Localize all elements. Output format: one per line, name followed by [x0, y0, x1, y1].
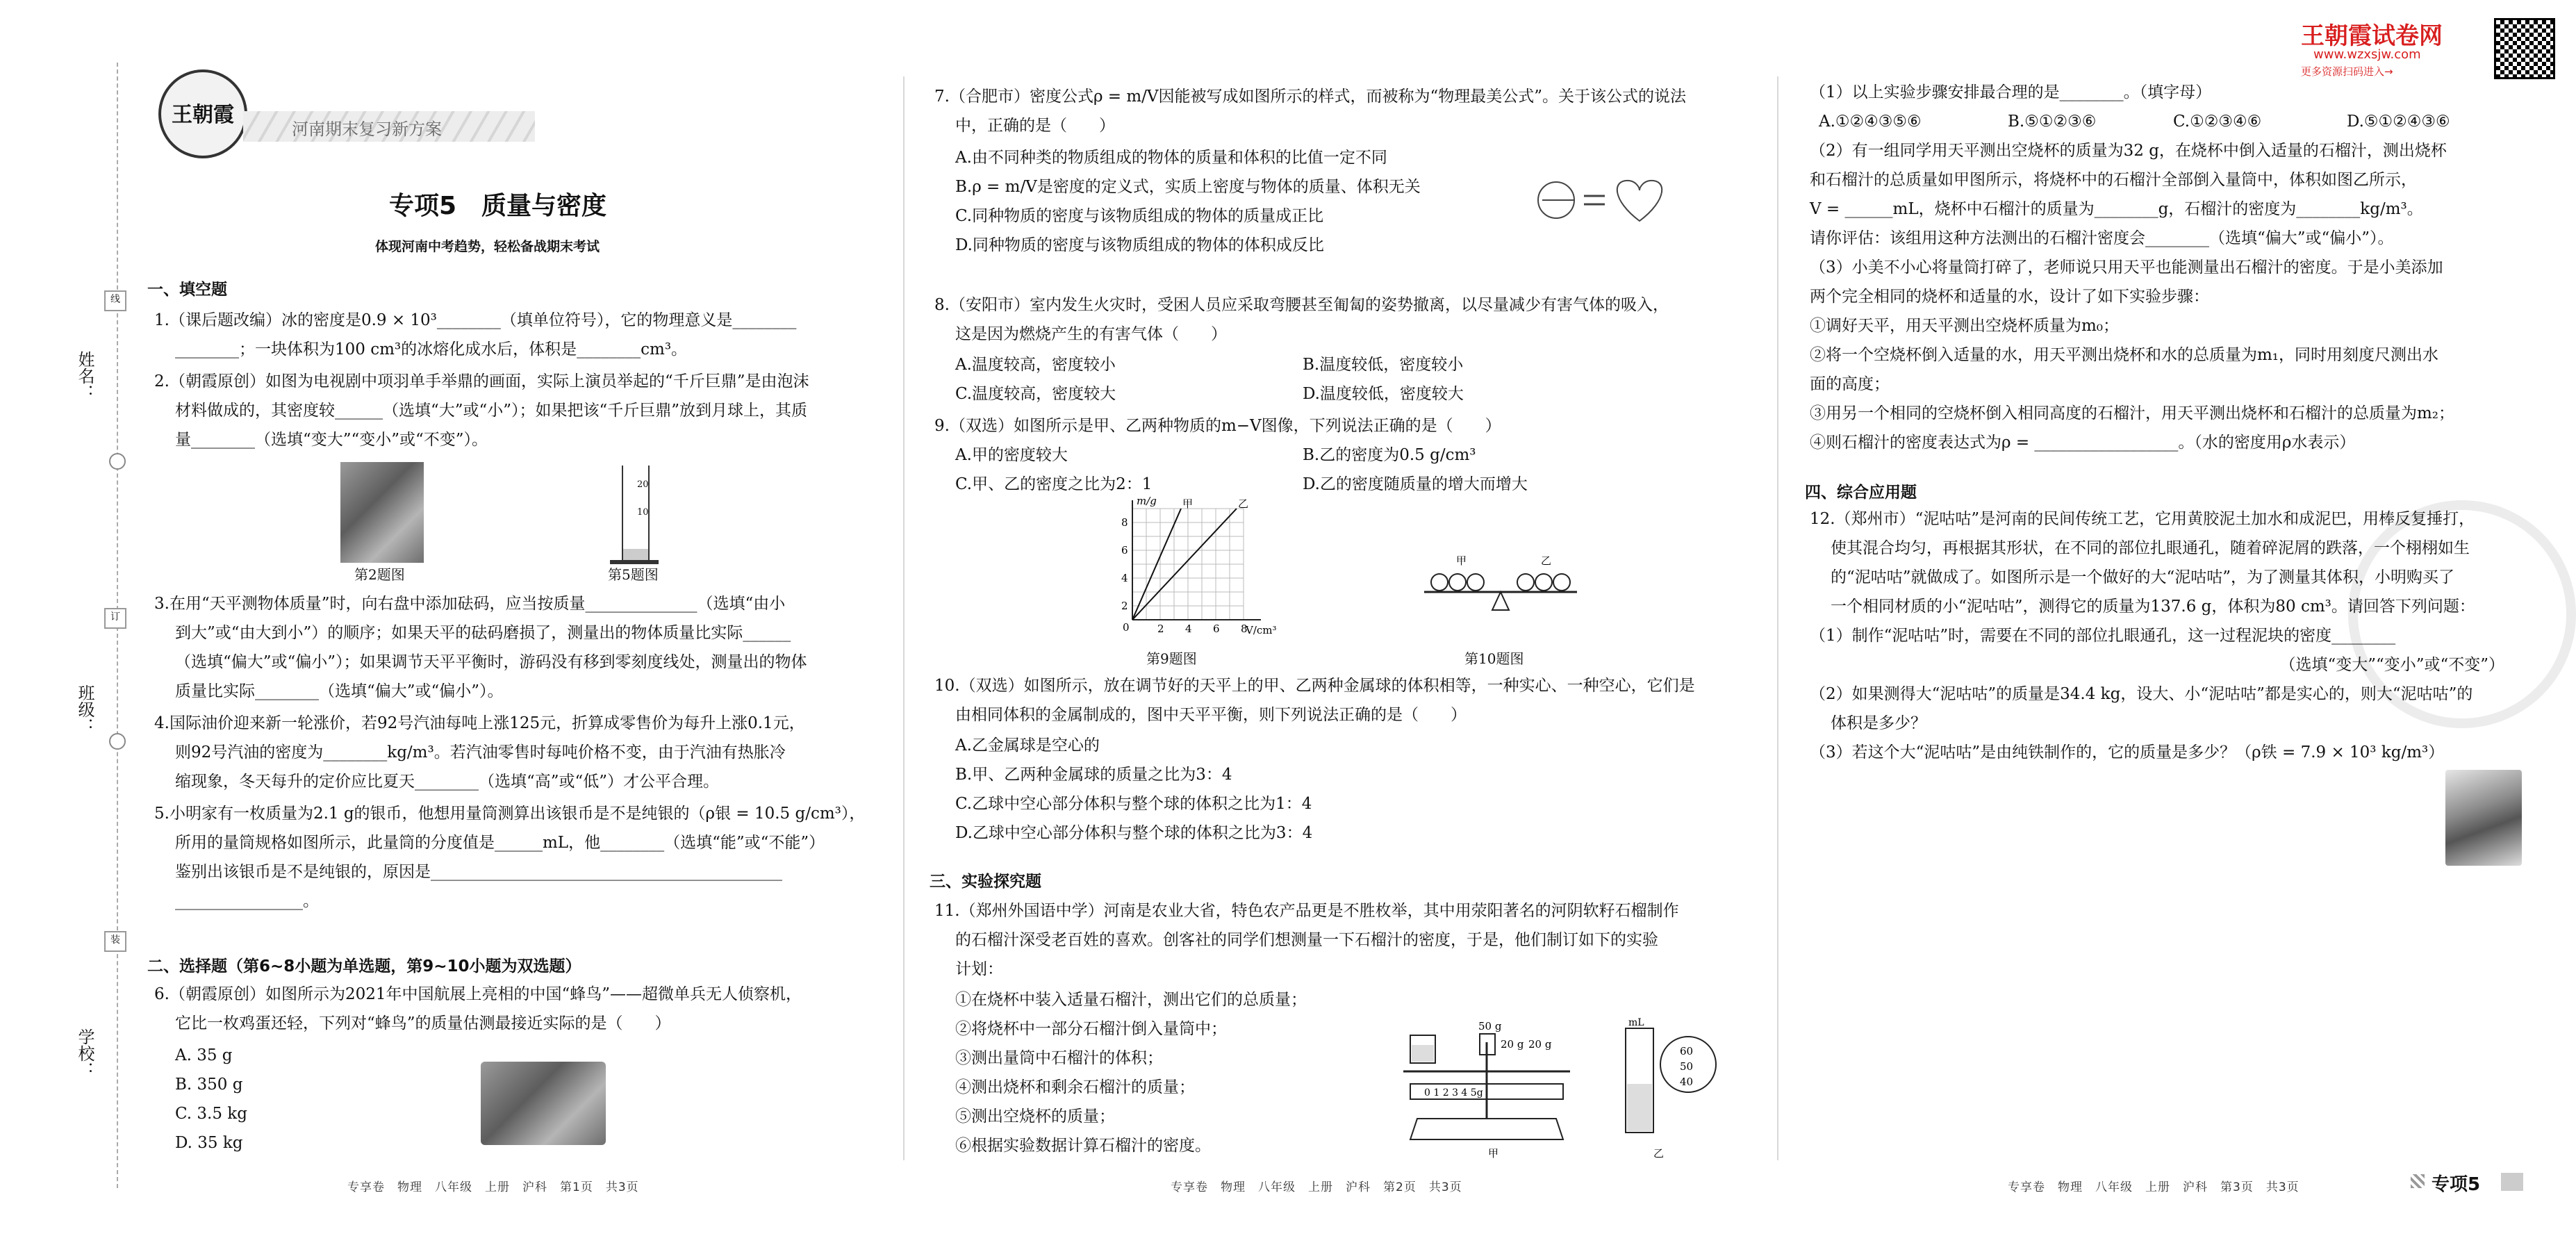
cylinder-unit: mL [1628, 1017, 1644, 1028]
page-footer: 专享卷 物理 八年级 上册 沪科 第3页 共3页 [2008, 1180, 2300, 1194]
binding-hole [109, 453, 126, 470]
step-1-options: A.①②④③⑤⑥ B.⑤①②③⑥ C.①②③④⑥ D.⑤①②④③⑥ [1819, 113, 2450, 131]
figure-5-caption: 第5题图 [608, 566, 659, 583]
site-title: 王朝霞试卷网 [2301, 22, 2443, 50]
question-6-options: A. 35 g B. 350 g C. 3.5 kg D. 35 kg [175, 1046, 247, 1152]
figure-6-photo [481, 1062, 606, 1145]
figure-10-caption: 第10题图 [1464, 650, 1524, 667]
y-tick: 2 [1121, 600, 1128, 612]
question-9: 9.（双选）如图所示是甲、乙两种物质的m−V图像，下列说法正确的是（ ） [934, 417, 1501, 435]
page-divider [1777, 76, 1778, 1160]
binding-mark: 订 [104, 608, 126, 629]
balance-label-a: 甲 [1456, 554, 1467, 567]
question-5: 5.小明家有一枚质量为2.1 g的银币，他想用量筒测算出该银币是不是纯银的（ρ银 = 10.5 g/cm³）， 所用的量筒规格如图所示，此量筒的分度值是______mL，他________（选填“能”或“不能”） 鉴别出该银币是不是纯银的，原因是____________________________________________ ________________。 [154, 805, 866, 910]
banner: 河南期末复习新方案 [243, 111, 535, 142]
figure-9-graph [1105, 495, 1285, 648]
section-heading: 一、填空题 [147, 281, 227, 299]
fig11-label-a: 甲 [1488, 1147, 1499, 1160]
qr-code[interactable] [2494, 18, 2555, 79]
tag-bar [2501, 1173, 2523, 1191]
binding-hole [109, 733, 126, 750]
graph-ylabel: m/g [1137, 495, 1157, 507]
figure-11-apparatus [1396, 1014, 1744, 1160]
page-tag: 专项5 [2431, 1174, 2481, 1195]
cyl-tick: 50 [1680, 1060, 1694, 1073]
weight-50: 50 g [1478, 1020, 1502, 1032]
section-heading: 三、实验探究题 [930, 873, 1041, 891]
class-label: 班级： [75, 684, 94, 734]
cyl-tick: 60 [1680, 1045, 1694, 1057]
question-12: 12.（郑州市）“泥咕咕”是河南的民间传统工艺，它用黄胶泥土加水和成泥巴，用棒反复捶打， 使其混合均匀，再根据其形状，在不同的部位扎眼通孔，随着碎泥屑的跌落，一个栩栩如生 的“泥咕咕”就做成了。如图所示是一个做好的大“泥咕咕”，为了测量其体积，小明购买了 一个相同材质的小“泥咕咕”，测得它的质量为137.6 g，体积为80 cm³。请回答下列问题： （1）制作“泥咕咕”时，需要在不同的部位扎眼通孔，这一过程泥块的密度________ （选填“变大”“变小”或“不变”） （2）如果测得大“泥咕咕”的质量是34.4 kg，设大、小“泥咕咕”都是实心的，则大“泥咕咕”的 体积是多少？ （3）若这个大“泥咕咕”是由纯铁制作的，它的质量是多少？（ρ铁 = 7.9 × 10³ kg/m³） [1810, 510, 2504, 762]
question-3: 3.在用“天平测物体质量”时，向右盘中添加砝码，应当按质量______________（选填“由小 到大”或“由大到小”）的顺序；如果天平的砝码磨损了，测量出的物体质量比实际______ （选填“偏大”或“偏小”）；如果调节天平平衡时，游码没有移到零刻度线处，测量出的物体 质量比实际________（选填“偏大”或“偏小”）。 [154, 595, 807, 700]
weight-20b: 20 g [1528, 1038, 1552, 1051]
nigugu-photo [2445, 770, 2522, 866]
x-tick: 2 [1157, 623, 1164, 635]
figure-9-caption: 第9题图 [1146, 650, 1197, 667]
binding-mark: 线 [104, 290, 126, 311]
page-footer: 专享卷 物理 八年级 上册 沪科 第1页 共3页 [347, 1180, 639, 1194]
name-label: 姓名： [75, 351, 94, 401]
question-6: 6.（朝霞原创）如图所示为2021年中国航展上亮相的中国“蜂鸟”——超微单兵无人侦察机， 它比一枚鸡蛋还轻，下列对“蜂鸟”的质量估测最接近实际的是（ ） [154, 985, 802, 1032]
cyl-tick: 40 [1680, 1076, 1694, 1088]
question-4: 4.国际油价迎来新一轮涨价，若92号汽油每吨上涨125元，折算成零售价为每升上涨0.1元， 则92号汽油的密度为________kg/m³。若汽油零售时每吨价格不变，由于汽油有热胀冷 缩现象，冬天每升的定价应比夏天________（选填“高”或“低”）才公平合理。 [154, 714, 805, 791]
question-11: 11.（郑州外国语中学）河南是农业大省，特色农产品更是不胜枚举，其中用荥阳著名的河阴软籽石榴制作 的石榴汁深受老百姓的喜欢。创客社的同学们想测量一下石榴汁的密度，于是，他们制订如下的实验 计划： [934, 902, 1679, 978]
origin-tick: 0 [1123, 621, 1130, 634]
page-footer: 专享卷 物理 八年级 上册 沪科 第2页 共3页 [1171, 1180, 1462, 1194]
school-label: 学校： [75, 1028, 94, 1078]
graph-label-b: 乙 [1238, 497, 1249, 510]
page-title: 专项5 质量与密度 [389, 192, 607, 220]
formula-heart-figure [1535, 172, 1674, 228]
weight-20a: 20 g [1501, 1038, 1524, 1051]
balance-label-b: 乙 [1541, 554, 1552, 567]
figure-10-balance [1410, 549, 1591, 625]
section-heading: 四、综合应用题 [1805, 484, 1917, 502]
page-divider [903, 76, 905, 1160]
scale-text: 0 1 2 3 4 5g [1424, 1087, 1483, 1098]
question-1: 1.（课后题改编）冰的密度是0.9 × 10³________（填单位符号），它的物理意义是________ ________；一块体积为100 cm³的冰熔化成水后，体积是________cm³。 [154, 311, 797, 359]
y-tick: 6 [1121, 544, 1128, 557]
figure-2-photo [340, 462, 424, 563]
question-2: 2.（朝霞原创）如图为电视剧中项羽单手举鼎的画面，实际上演员举起的“千斤巨鼎”是由泡沫 材料做成的，其密度较______（选填“大”或“小”）；如果把该“千斤巨鼎”放到月球上，其质 量________（选填“变大”“变小”或“不变”）。 [154, 372, 809, 449]
figure-2-caption: 第2题图 [354, 566, 405, 583]
question-8-options: A.温度较高，密度较小 B.温度较低，密度较小 C.温度较高，密度较大 D.温度较低，密度较大 [955, 356, 1464, 403]
graph-xlabel: V/cm³ [1246, 624, 1277, 636]
graph-label-a: 甲 [1182, 497, 1194, 510]
question-11-steps: ①在烧杯中装入适量石榴汁，测出它们的总质量； ②将烧杯中一部分石榴汁倒入量筒中； ③测出量筒中石榴汁的体积； ④测出烧杯和剩余石榴汁的质量； ⑤测出空烧杯的质量； ⑥根据实验数据计算石榴汁的密度。 [955, 991, 1307, 1155]
step-1: （1）以上实验步骤安排最合理的是________。（填字母） [1810, 83, 2212, 101]
cylinder-base [610, 560, 659, 564]
figure-5-cylinder: 20 10 [622, 466, 650, 564]
y-tick: 8 [1121, 516, 1128, 529]
x-tick: 6 [1213, 623, 1220, 635]
tag-icon [2411, 1174, 2425, 1188]
site-url: www.wzxsjw.com [2313, 47, 2421, 62]
fig11-label-b: 乙 [1653, 1147, 1665, 1160]
question-9-options: A.甲的密度较大 B.乙的密度为0.5 g/cm³ C.甲、乙的密度之比为2：1 D.乙的密度随质量的增大而增大 [955, 446, 1528, 493]
question-7: 7.（合肥市）密度公式ρ = m/V因能被写成如图所示的样式，而被称为“物理最美公式”。关于该公式的说法 中，正确的是（ ） [934, 88, 1687, 135]
page-subtitle: 体现河南中考趋势，轻松备战期末考试 [375, 239, 600, 254]
brand-logo: 王朝霞 [158, 69, 247, 158]
step-2: （2）有一组同学用天平测出空烧杯的质量为32 g，在烧杯中倒入适量的石榴汁，测出烧杯 和石榴汁的总质量如甲图所示，将烧杯中的石榴汁全部倒入量筒中，体积如图乙所示， V = ______mL，烧杯中石榴汁的质量为________g，石榴汁的密度为________kg/m³。 请你评估：该组用这种方法测出的石榴汁密度会________（选填“偏大”或“偏小”）。 [1810, 142, 2447, 247]
section-heading: 二、选择题（第6~8小题为单选题，第9~10小题为双选题） [147, 957, 581, 976]
binding-mark: 装 [104, 931, 126, 952]
question-8: 8.（安阳市）室内发生火灾时，受困人员应采取弯腰甚至匍匐的姿势撤离，以尽量减少有害气体的吸入， 这是因为燃烧产生的有害气体（ ） [934, 296, 1669, 343]
question-10-options: A.乙金属球是空心的 B.甲、乙两种金属球的质量之比为3：4 C.乙球中空心部分体积与整个球的体积之比为1：4 D.乙球中空心部分体积与整个球的体积之比为3：4 [955, 736, 1313, 842]
x-tick: 4 [1185, 623, 1192, 635]
question-7-options: A.由不同种类的物质组成的物体的质量和体积的比值一定不同 B.ρ = m/V是密度的定义式，实质上密度与物体的质量、体积无关 C.同种物质的密度与该物质组成的物体的质量成正比 D.同种物质的密度与该物质组成的物体的体积成反比 [955, 149, 1421, 254]
x-tick: 8 [1241, 623, 1248, 635]
question-10: 10.（双选）如图所示，放在调节好的天平上的甲、乙两种金属球的体积相等，一种实心、一种空心，它们是 由相同体积的金属制成的，图中天平平衡，则下列说法正确的是（ ） [934, 677, 1695, 724]
step-3: （3）小美不小心将量筒打碎了，老师说只用天平也能测量出石榴汁的密度。于是小美添加 两个完全相同的烧杯和适量的水，设计了如下实验步骤： ①调好天平，用天平测出空烧杯质量为m₀； ②将一个空烧杯倒入适量的水，用天平测出烧杯和水的总质量为m₁，同时用刻度尺测出水 面的高度； ③用另一个相同的空烧杯倒入相同高度的石榴汁，用天平测出烧杯和石榴汁的总质量为m₂； ④则石榴汁的密度表达式为ρ = __________________。（水的密度用ρ水表示） [1810, 258, 2455, 452]
y-tick: 4 [1121, 572, 1128, 584]
site-note: 更多资源扫码进入→ [2301, 65, 2393, 78]
